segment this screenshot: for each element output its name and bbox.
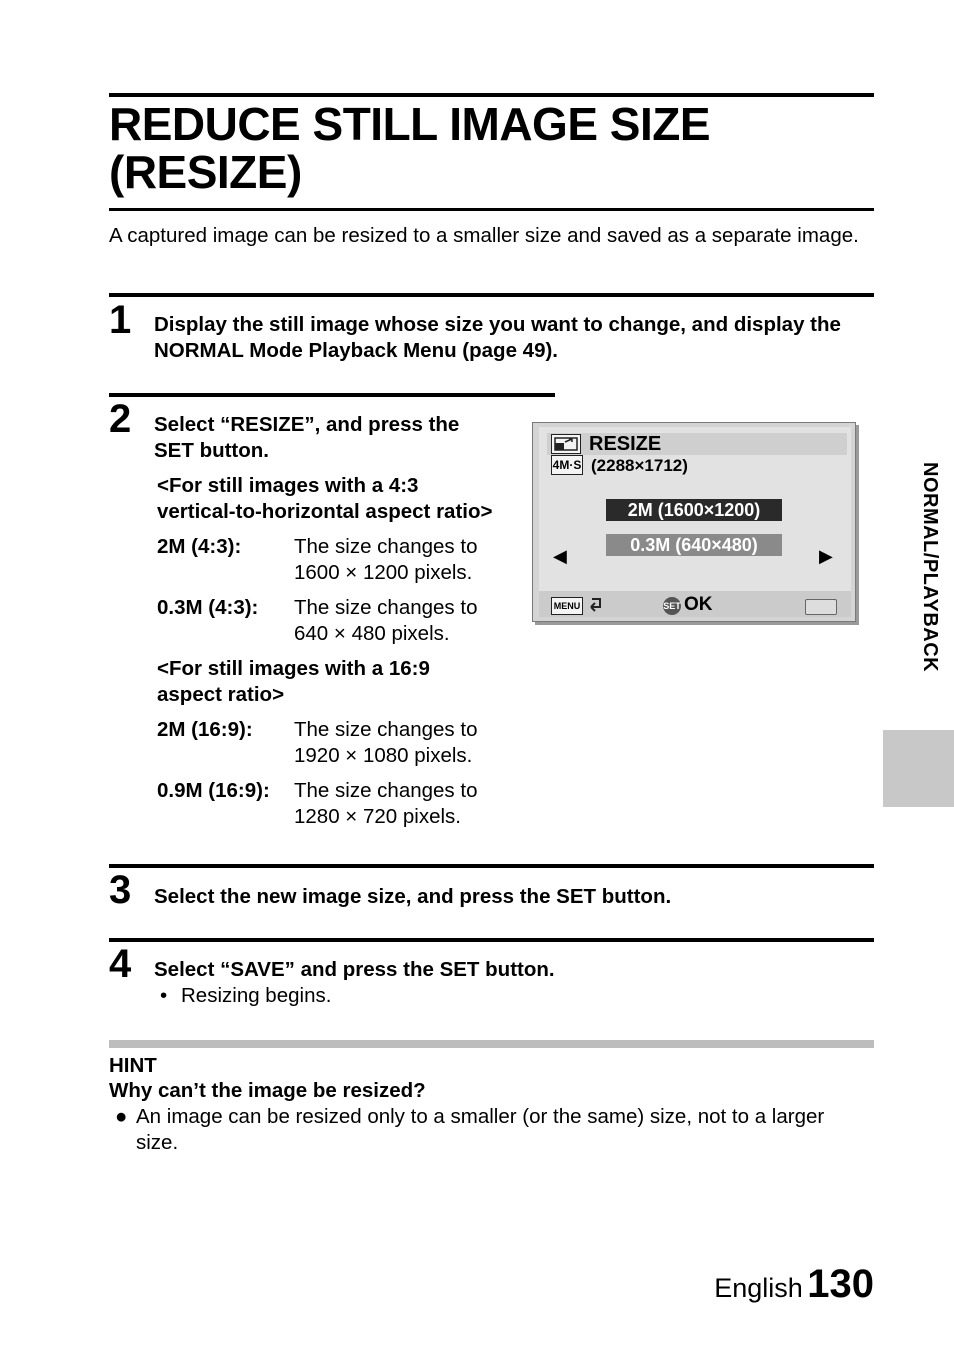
- step2-text: [154, 412, 534, 464]
- page-title-line1: REDUCE STILL IMAGE SIZE: [109, 98, 711, 150]
- step3-rule: [109, 864, 874, 868]
- definition-desc-line2: 1600 × 1200 pixels.: [294, 561, 473, 584]
- screen-option: 0.3M (640×480): [606, 534, 782, 556]
- hint-question: Why can’t the image be resized?: [109, 1079, 426, 1102]
- right-arrow-icon: ▶: [819, 546, 833, 566]
- definition-desc: [294, 595, 524, 647]
- return-icon: [587, 595, 605, 613]
- group-169-heading-line1: <For still images with a 16:9: [157, 657, 430, 680]
- page-title: [109, 100, 869, 196]
- page-title-line2: (RESIZE): [109, 146, 302, 198]
- group-169-heading-line2: aspect ratio>: [157, 683, 285, 706]
- section-tab-marker: [883, 730, 954, 807]
- set-icon: SET: [663, 597, 681, 615]
- step2-rule: [109, 393, 555, 397]
- step2-text-line2: SET button.: [154, 439, 270, 462]
- hint-label: HINT: [109, 1054, 157, 1077]
- definition-desc-line2: 1280 × 720 pixels.: [294, 805, 461, 828]
- definition-term: 0.3M (4:3):: [157, 596, 259, 619]
- definition-desc-line2: 640 × 480 pixels.: [294, 622, 450, 645]
- footer: [714, 1262, 874, 1307]
- step1-text: Display the still image whose size you want to change, and display the NORMAL Mode Playback Menu (page 49).: [154, 313, 841, 362]
- step2-text-line1: Select “RESIZE”, and press the: [154, 413, 460, 436]
- definition-desc: [294, 717, 524, 769]
- page-number: 130: [807, 1262, 874, 1306]
- hint-bullet-dot: ●: [115, 1105, 128, 1128]
- definition-term: 2M (16:9):: [157, 718, 253, 741]
- definition-desc-line1: The size changes to: [294, 596, 478, 619]
- battery-icon: [805, 599, 837, 615]
- step4-bullet-dot: •: [160, 984, 168, 1007]
- intro-text: A captured image can be resized to a smaller size and saved as a separate image.: [109, 224, 859, 247]
- definition-desc-line1: The size changes to: [294, 779, 478, 802]
- hint-rule: [109, 1040, 874, 1048]
- group-43-heading-line2: vertical-to-horizontal aspect ratio>: [157, 500, 493, 523]
- step2-number: 2: [109, 397, 132, 441]
- step3-number: 3: [109, 868, 132, 912]
- definition-term: 2M (4:3):: [157, 535, 242, 558]
- definition-term: 0.9M (16:9):: [157, 779, 270, 802]
- definition-desc-line1: The size changes to: [294, 718, 478, 741]
- camera-screen: [532, 422, 856, 622]
- definition-desc: [294, 778, 524, 830]
- step3-text: Select the new image size, and press the SET button.: [154, 885, 672, 908]
- hint-answer: An image can be resized only to a smaller (or the same) size, not to a larger size.: [136, 1105, 825, 1154]
- camera-screen-display: [539, 427, 851, 617]
- step4-text: Select “SAVE” and press the SET button.: [154, 958, 555, 981]
- section-side-label: NORMAL/PLAYBACK: [919, 462, 941, 673]
- left-arrow-icon: ◀: [553, 546, 567, 566]
- title-bottom-rule: [109, 208, 874, 211]
- screen-option-selected: 2M (1600×1200): [606, 499, 782, 521]
- footer-language: English: [714, 1273, 803, 1303]
- step1-rule: [109, 293, 874, 297]
- screen-current-size: (2288×1712): [591, 456, 688, 475]
- menu-icon: MENU: [551, 597, 583, 615]
- step4-bullet: Resizing begins.: [181, 984, 332, 1007]
- definition-desc-line1: The size changes to: [294, 535, 478, 558]
- screen-title: RESIZE: [589, 433, 662, 455]
- definition-desc-line2: 1920 × 1080 pixels.: [294, 744, 473, 767]
- group-169-heading: [157, 656, 537, 708]
- step1-number: 1: [109, 298, 132, 342]
- resize-icon: [551, 434, 581, 454]
- title-top-rule: [109, 93, 874, 97]
- definition-desc: [294, 534, 524, 586]
- step4-number: 4: [109, 942, 132, 986]
- step4-rule: [109, 938, 874, 942]
- image-size-icon: 4M·S: [551, 455, 583, 475]
- group-43-heading: [157, 473, 537, 525]
- ok-label: OK: [684, 594, 713, 615]
- group-43-heading-line1: <For still images with a 4:3: [157, 474, 419, 497]
